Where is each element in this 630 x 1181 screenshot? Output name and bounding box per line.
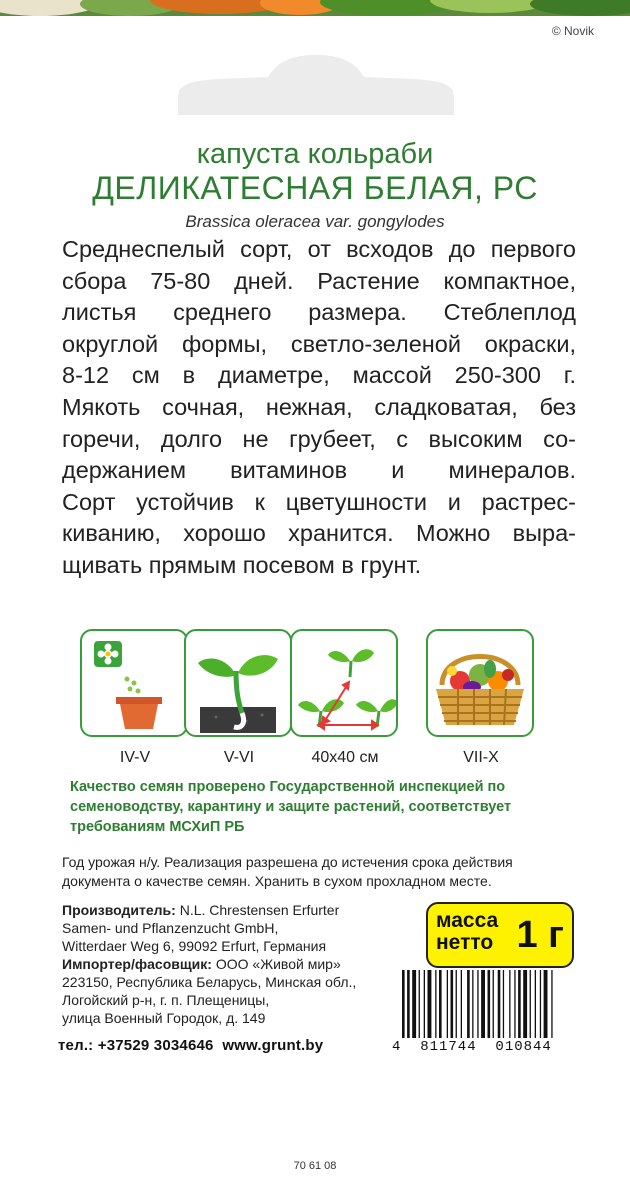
barcode-bar: [498, 970, 501, 1038]
description: [62, 234, 576, 582]
barcode-bar: [447, 970, 448, 1038]
icon-label-scheme: 40x40 см: [311, 749, 379, 766]
contacts: тел.: +37529 3034646 www.grunt.by: [58, 1037, 324, 1054]
description-line: Мякоть сочная, нежная, сладковатая, без: [62, 393, 576, 420]
description-line: щивать прямым посевом в грунт.: [62, 551, 422, 578]
barcode-bar: [488, 970, 491, 1038]
mass-label: масса нетто: [436, 909, 499, 954]
barcode-bar: [509, 970, 510, 1038]
barcode-bar: [523, 970, 527, 1038]
description-line: держанием витаминов и минералов.: [62, 457, 576, 484]
barcode-bar: [424, 970, 425, 1038]
producer-line-2: Samen- und Pflanzenzucht GmbH,: [62, 920, 279, 936]
description-line: киванию, хорошо хранится. Можно выра-: [62, 520, 576, 547]
icon-label-seedling: V-VI: [223, 749, 255, 766]
barcode-bar: [439, 970, 442, 1038]
barcode-bar: [407, 970, 410, 1038]
description-line: 8-12 см в диаметре, массой 250-300 г.: [62, 362, 576, 389]
net-mass-badge: [426, 902, 574, 968]
importer-label: Импортер/фасовщик:: [62, 956, 212, 972]
barcode-bar: [402, 970, 405, 1038]
barcode-bar: [493, 970, 494, 1038]
barcode-bar: [428, 970, 432, 1038]
icon-label-harvest: VII-X: [463, 749, 499, 766]
seedling-icon: [184, 629, 292, 737]
importer-line-1: Импортер/фасовщик: ООО «Живой мир»: [62, 956, 341, 972]
importer-line-3: Логойский р-н, г. п. Плещеницы,: [62, 992, 270, 1008]
barcode-bar: [544, 970, 548, 1038]
barcode-bar: [477, 970, 478, 1038]
barcode-bar: [535, 970, 536, 1038]
barcode-bar: [518, 970, 521, 1038]
importer-line-2: 223150, Республика Беларусь, Минская обл.,: [62, 974, 357, 990]
product-subtitle: капуста кольраби: [196, 138, 434, 170]
description-line: сбора 75-80 дней. Растение компактное,: [62, 267, 576, 294]
harvest-note: [62, 853, 562, 891]
product-title: ДЕЛИКАТЕСНАЯ БЕЛАЯ, РС: [92, 170, 538, 206]
description-line: горечи, долго не грубеет, с высоким со-: [62, 425, 576, 452]
harvest-line: Год урожая н/у. Реализация разрешена до истечения срока действия: [62, 854, 513, 870]
harvest-basket-icon: [426, 629, 534, 737]
quality-line: семеноводству, карантину и защите растений, соответствует: [70, 799, 512, 815]
description-line: Сорт устойчив к цветушности и растрес-: [62, 488, 576, 515]
description-line: округлой формы, светло-зеленой окраски,: [62, 330, 576, 357]
barcode-bar: [412, 970, 416, 1038]
importer-line-4: улица Военный Городок, д. 149: [62, 1010, 266, 1026]
producer-line-1: Производитель: N.L. Chrestensen Erfurter: [62, 902, 340, 918]
planting-scheme-icon: [290, 629, 398, 737]
producer-importer-info: [62, 901, 402, 1027]
description-line: листья среднего размера. Стеблеплод: [62, 299, 576, 326]
vegetable-photo-strip: [0, 0, 630, 16]
barcode-bar: [435, 970, 436, 1038]
mass-value: 1 г: [516, 914, 564, 956]
barcode-bar: [467, 970, 470, 1038]
quality-line: Качество семян проверено Государственной инспекцией по: [70, 779, 506, 795]
icon-label-sowing: IV-V: [119, 749, 151, 766]
barcode-bar: [451, 970, 454, 1038]
copyright: © Novik: [551, 24, 594, 38]
barcode-bar: [472, 970, 473, 1038]
barcode-bar: [551, 970, 552, 1038]
barcode-bar: [503, 970, 504, 1038]
producer-line-3: Witterdaer Weg 6, 99092 Erfurt, Германия: [62, 938, 327, 954]
flower-pot-seed-sowing-icon: [80, 629, 188, 737]
batch-code: 70 61 08: [293, 1160, 337, 1172]
barcode-bar: [461, 970, 462, 1038]
barcode-bar: [419, 970, 420, 1038]
barcode-bar: [481, 970, 485, 1038]
barcode-digits: 4 811744 010844: [392, 1039, 578, 1055]
barcode-bar: [456, 970, 457, 1038]
barcode-bar: [540, 970, 541, 1038]
hang-tab-cutout: [178, 55, 454, 115]
barcode-bar: [530, 970, 531, 1038]
quality-statement: [70, 777, 570, 837]
quality-line: требованиям МСХиП РБ: [70, 819, 245, 835]
producer-label: Производитель:: [62, 902, 176, 918]
latin-name: Brassica oleracea var. gongylodes: [185, 212, 445, 231]
barcode-bar: [514, 970, 515, 1038]
description-line: Среднеспелый сорт, от всходов до первого: [62, 236, 576, 262]
harvest-line: документа о качестве семян. Хранить в сухом прохладном месте.: [62, 873, 492, 889]
